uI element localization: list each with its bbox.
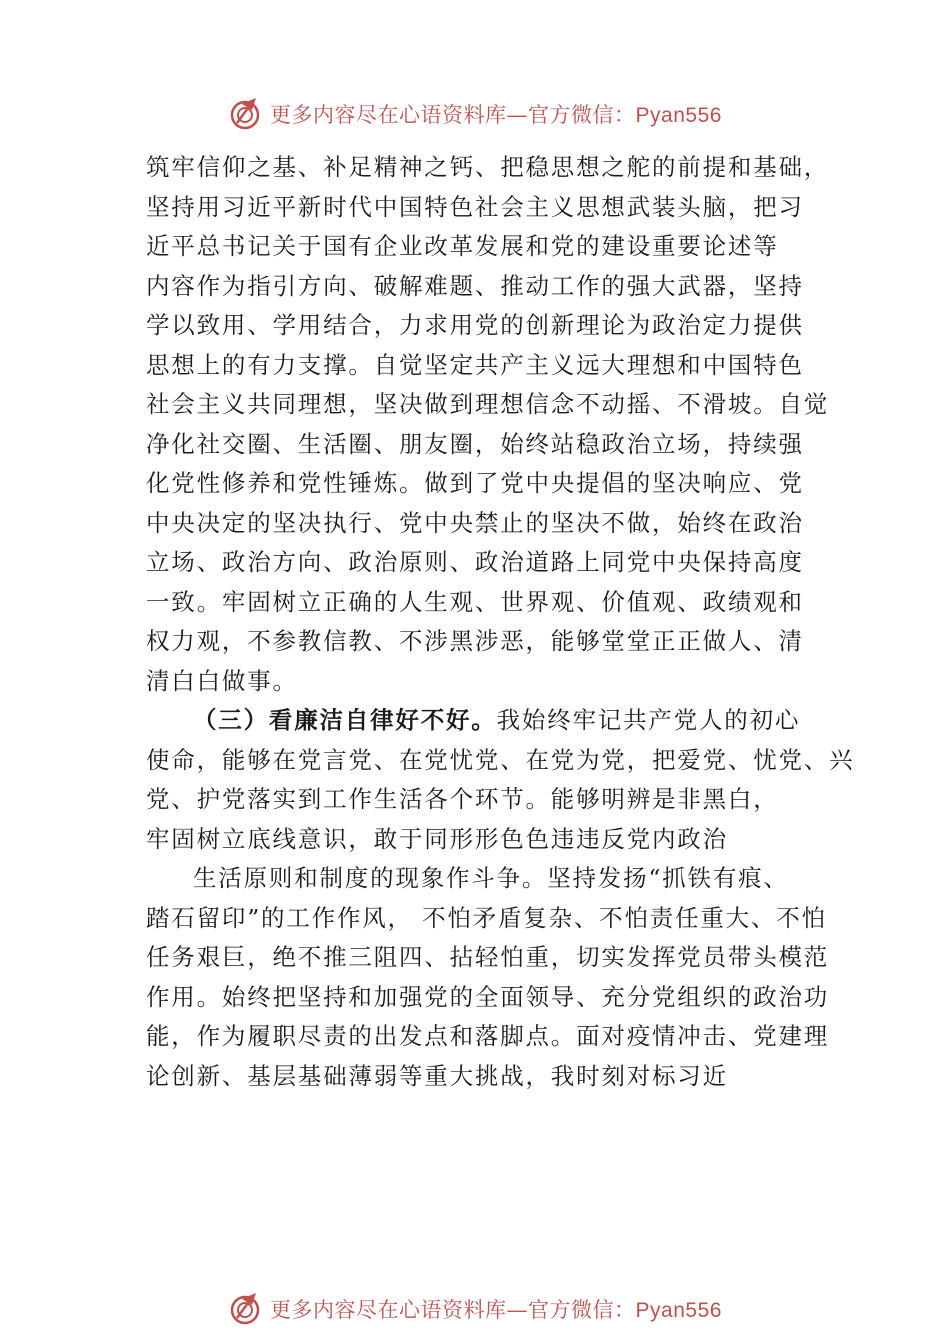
text-line: 立场、政治方向、政治原则、政治道路上同党中央保持高度	[146, 548, 804, 576]
watermark-label: 更多内容尽在心语资料库—官方微信：	[270, 103, 636, 127]
logo-icon	[228, 96, 264, 132]
watermark-label: 更多内容尽在心语资料库—官方微信：	[270, 1298, 636, 1322]
text-line: 中央决定的坚决执行、党中央禁止的坚决不做，始终在政治	[146, 508, 804, 537]
text-line: 净化社交圈、生活圈、朋友圈，始终站稳政治立场，持续强	[146, 429, 804, 458]
text-line: 踏石留印”的工作作风， 不怕矛盾复杂、不怕责任重大、不怕	[146, 903, 827, 932]
text-line: 作用。始终把坚持和加强党的全面领导、充分党组织的政治功	[146, 982, 830, 1011]
text-line: 学以致用、学用结合，力求用党的创新理论为政治定力提供	[146, 311, 804, 339]
text-line: 近平总书记关于国有企业改革发展和党的建设重要论述等	[146, 232, 779, 260]
text-line: 能，作为履职尽责的出发点和落脚点。面对疫情冲击、党建理	[146, 1022, 830, 1050]
paragraph-first-line: 生活原则和制度的现象作斗争。坚持发扬“抓铁有痕、	[193, 864, 789, 892]
text-line: 思想上的有力支撑。自觉坚定共产主义远大理想和中国特色	[146, 350, 804, 379]
text-line: 权力观，不参教信教、不涉黑涉恶，能够堂堂正正做人、清	[146, 627, 804, 655]
text-line: 内容作为指引方向、破解难题、推动工作的强大武器，坚持	[146, 271, 804, 300]
text-line: 论创新、基层基础薄弱等重大挑战，我时刻对标习近	[146, 1061, 728, 1090]
text-line: 任务艰巨，绝不推三阻四、拈轻怕重，切实发挥党员带头模范	[146, 943, 830, 971]
text-line: 使命，能够在党言党、在党忧党、在党为党，把爱党、忧党、兴	[146, 745, 855, 774]
section-text: 我始终牢记共产党人的初心	[496, 706, 801, 734]
section-3-first-line	[146, 701, 826, 741]
section-heading: （三）看廉洁自律好不好。	[193, 706, 497, 734]
watermark-header	[0, 92, 950, 136]
text-line: 清白白做事。	[146, 666, 298, 695]
watermark-footer	[0, 1287, 950, 1331]
text-line: 筑牢信仰之基、补足精神之钙、把稳思想之舵的前提和基础，	[146, 153, 830, 181]
text-line: 一致。牢固树立正确的人生观、世界观、价值观、政绩观和	[146, 587, 804, 616]
watermark-text	[270, 1294, 722, 1324]
watermark-id: Pyan556	[635, 1299, 722, 1322]
text-line: 化党性修养和党性锤炼。做到了党中央提倡的坚决响应、党	[146, 469, 804, 497]
watermark-id: Pyan556	[635, 104, 722, 127]
text-line: 社会主义共同理想，坚决做到理想信念不动摇、不滑坡。自觉	[146, 390, 830, 418]
text-line: 牢固树立底线意识，敢于同形形色色违违反党内政治	[146, 824, 728, 853]
watermark-text	[270, 99, 722, 129]
document-body	[146, 148, 855, 1096]
text-line: 党、护党落实到工作生活各个环节。能够明辨是非黑白，	[146, 785, 779, 813]
text-line: 坚持用习近平新时代中国特色社会主义思想武装头脑，把习	[146, 192, 804, 221]
logo-icon	[228, 1291, 264, 1327]
